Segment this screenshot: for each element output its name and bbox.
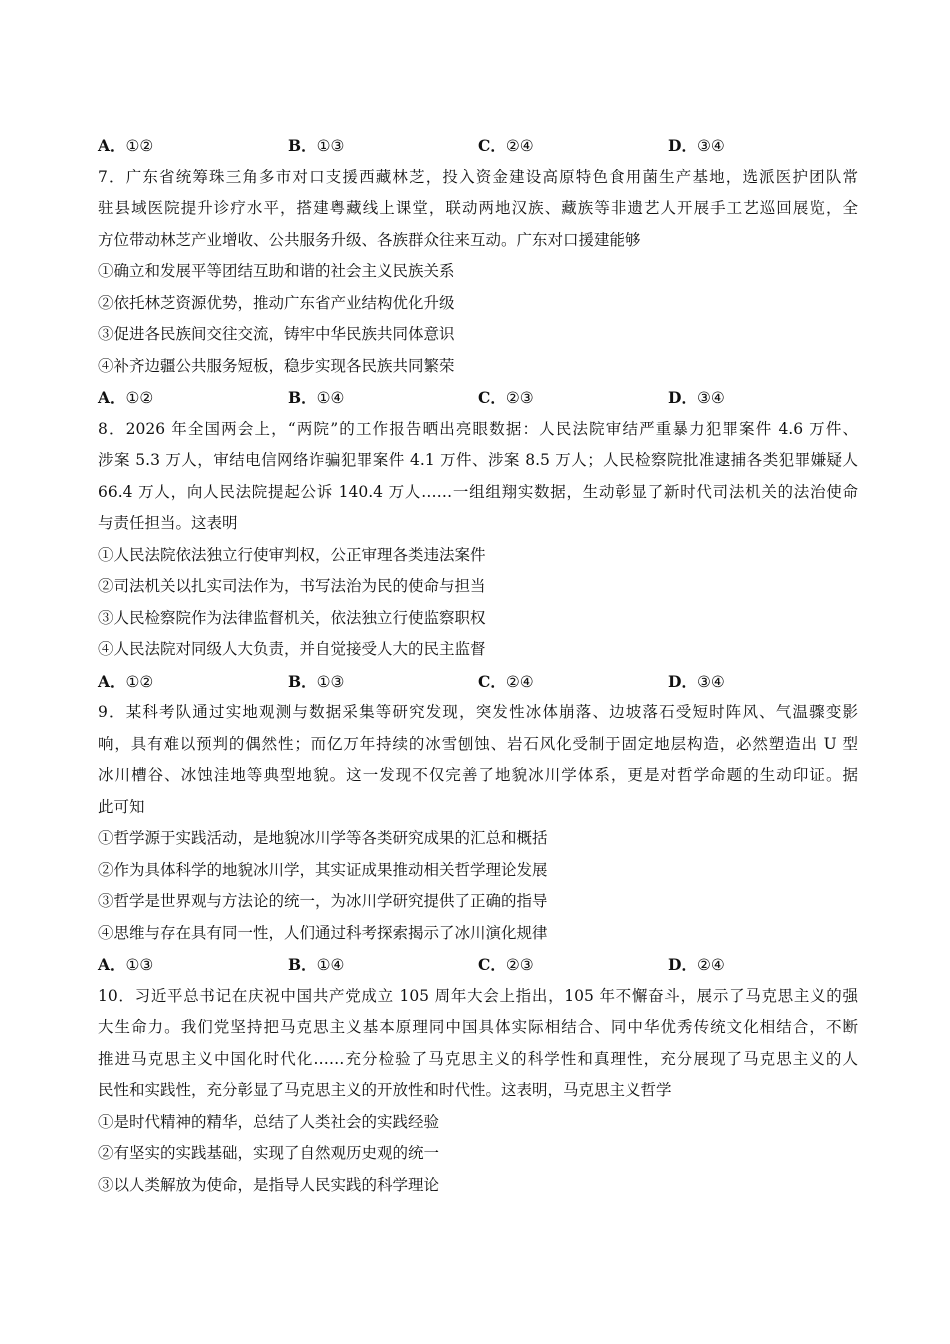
q8-stem-line: 66.4 万人，向人民法院提起公诉 140.4 万人……一组组翔实数据，生动彰显了新时代司法机关的法治使命 [98, 482, 858, 501]
q10-stem-line: 大生命力。我们党坚持把马克思主义基本原理同中国具体实际相结合、同中华优秀传统文化相结合，不断 [98, 1018, 858, 1036]
q8-stem-line: 8．2026 年全国两会上，“两院”的工作报告晒出亮眼数据：人民法院审结严重暴力犯罪案件 4.6 万件、 [98, 419, 858, 438]
q8-option-c[interactable]: C．②④ [478, 671, 534, 691]
q9-option-b[interactable]: B．①④ [288, 955, 345, 974]
q7-statement-3: ③促进各民族间交往交流，铸牢中华民族共同体意识 [98, 325, 455, 343]
q8-stem-line: 与责任担当。这表明 [98, 514, 238, 532]
q7-stem-line: 方位带动林芝产业增收、公共服务升级、各族群众往来互动。广东对口援建能够 [98, 230, 641, 249]
q7-option-b[interactable]: B．①④ [288, 388, 345, 407]
q9-option-a[interactable]: A．①③ [98, 955, 154, 974]
q9-statement-1: ①哲学源于实践活动，是地貌冰川学等各类研究成果的汇总和概括 [98, 829, 548, 847]
q7-stem-line: 驻县域医院提升诊疗水平，搭建粤藏线上课堂，联动两地汉族、藏族等非遗艺人开展手工艺巡回展览，全 [98, 199, 858, 217]
exam-page [98, 130, 858, 1201]
question-8 [98, 414, 858, 698]
q6-option-a[interactable]: A．①② [98, 136, 154, 155]
q10-statement-3: ③以人类解放为使命，是指导人民实践的科学理论 [98, 1175, 440, 1194]
q9-stem-line: 冰川槽谷、冰蚀洼地等典型地貌。这一发现不仅完善了地貌冰川学体系，更是对哲学命题的生动印证。据 [98, 766, 858, 784]
q8-option-a[interactable]: A．①② [98, 671, 154, 691]
q9-stem-line: 9．某科考队通过实地观测与数据采集等研究发现，突发性冰体崩落、边坡落石受短时阵风、气温骤变影 [98, 703, 858, 721]
q9-option-c[interactable]: C．②③ [478, 955, 534, 974]
q10-statement-1: ①是时代精神的精华，总结了人类社会的实践经验 [98, 1112, 440, 1131]
question-7 [98, 162, 858, 414]
q9-statement-4: ④思维与存在具有同一性，人们通过科考探索揭示了冰川演化规律 [98, 923, 548, 942]
q6-option-b[interactable]: B．①③ [288, 136, 345, 155]
q10-stem-line: 10．习近平总书记在庆祝中国共产党成立 105 周年大会上指出，105 年不懈奋斗，展示了马克思主义的强 [98, 986, 858, 1005]
q7-option-c[interactable]: C．②③ [478, 388, 534, 407]
q7-option-a[interactable]: A．①② [98, 388, 154, 407]
q10-stem-line: 推进马克思主义中国化时代化……充分检验了马克思主义的科学性和真理性，充分展现了马克思主义的人 [98, 1049, 858, 1068]
q8-options [98, 666, 858, 698]
q10-stem-line: 民性和实践性，充分彰显了马克思主义的开放性和时代性。这表明，马克思主义哲学 [98, 1081, 672, 1099]
q7-statement-2: ②依托林芝资源优势，推动广东省产业结构优化升级 [98, 293, 455, 312]
q8-option-b[interactable]: B．①③ [288, 671, 345, 691]
q6-option-d[interactable]: D．③④ [668, 136, 725, 155]
q6-option-c[interactable]: C．②④ [478, 136, 534, 155]
q9-statement-3: ③哲学是世界观与方法论的统一，为冰川学研究提供了正确的指导 [98, 892, 548, 910]
q9-stem-line: 此可知 [98, 797, 145, 816]
q9-options [98, 949, 858, 981]
q7-options [98, 382, 858, 414]
q8-stem-line: 涉案 5.3 万人，审结电信网络诈骗犯罪案件 4.1 万件、涉案 8.5 万人；人民检察院批准逮捕各类犯罪嫌疑人 [98, 451, 858, 469]
q10-statement-2: ②有坚实的实践基础，实现了自然观历史观的统一 [98, 1144, 440, 1162]
q9-stem-line: 响，具有难以预判的偶然性；而亿万年持续的冰雪刨蚀、岩石风化受制于固定地层构造，必然塑造出 U 型 [98, 734, 858, 753]
q7-stem-line: 7．广东省统筹珠三角多市对口支援西藏林芝，投入资金建设高原特色食用菌生产基地，选派医护团队常 [98, 167, 858, 186]
q9-option-d[interactable]: D．②④ [668, 955, 725, 974]
q9-statement-2: ②作为具体科学的地貌冰川学，其实证成果推动相关哲学理论发展 [98, 860, 548, 879]
q8-statement-4: ④人民法院对同级人大负责，并自觉接受人大的民主监督 [98, 640, 486, 658]
q7-statement-1: ①确立和发展平等团结互助和谐的社会主义民族关系 [98, 262, 455, 280]
q8-option-d[interactable]: D．③④ [668, 671, 725, 691]
q7-statement-4: ④补齐边疆公共服务短板，稳步实现各民族共同繁荣 [98, 356, 455, 375]
q6-options [98, 130, 858, 162]
question-9 [98, 697, 858, 981]
q7-option-d[interactable]: D．③④ [668, 388, 725, 407]
q8-statement-2: ②司法机关以扎实司法作为，书写法治为民的使命与担当 [98, 577, 486, 595]
q8-statement-3: ③人民检察院作为法律监督机关，依法独立行使监察职权 [98, 608, 486, 627]
q8-statement-1: ①人民法院依法独立行使审判权，公正审理各类违法案件 [98, 545, 486, 564]
question-10 [98, 981, 858, 1202]
